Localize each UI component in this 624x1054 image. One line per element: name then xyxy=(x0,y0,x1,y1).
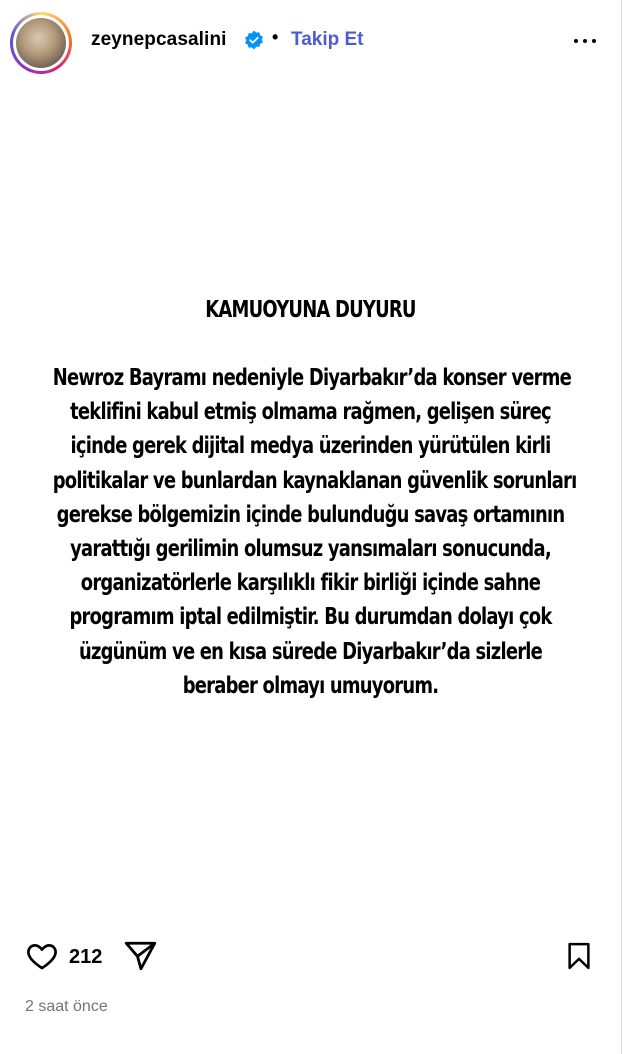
announcement-line: beraber olmayı umuyorum. xyxy=(182,672,439,699)
announcement-line: yarattığı gerilimin olumsuz yansımaları sonucunda, xyxy=(70,536,551,563)
username-link[interactable]: zeynepcasalini xyxy=(91,29,227,50)
announcement-line: organizatörlerle karşılıklı fikir birliği içinde sahne xyxy=(80,570,541,597)
share-icon[interactable] xyxy=(122,938,159,974)
avatar[interactable] xyxy=(16,18,66,68)
avatar-frame xyxy=(13,15,69,71)
verified-badge-icon xyxy=(244,30,264,50)
announcement-line: üzgünüm ve en kısa sürede Diyarbakır’da sizlerle xyxy=(78,638,543,665)
follow-button[interactable]: Takip Et xyxy=(291,29,364,50)
announcement-line: Newroz Bayramı nedeniyle Diyarbakır’da konser verme xyxy=(52,365,572,391)
announcement-line: teklifini kabul etmiş olmama rağmen, gelişen süreç xyxy=(70,399,551,426)
story-ring[interactable] xyxy=(10,12,72,74)
post-image xyxy=(0,82,621,922)
announcement-line: gerekse bölgemizin içinde bulunduğu savaş ortamının xyxy=(56,501,565,528)
post-timestamp[interactable]: 2 saat önce xyxy=(25,998,108,1015)
announcement-line: programım iptal edilmiştir. Bu durumdan dolayı çok xyxy=(69,604,552,631)
heart-icon[interactable] xyxy=(24,939,60,973)
post-header xyxy=(0,0,621,82)
more-options-icon[interactable] xyxy=(570,28,600,54)
bookmark-icon[interactable] xyxy=(564,939,594,973)
separator-dot: • xyxy=(272,27,279,47)
announcement-title: KAMUOYUNA DUYURU xyxy=(205,297,416,323)
like-count[interactable]: 212 xyxy=(69,946,103,968)
announcement-body xyxy=(52,361,577,703)
announcement-line: içinde gerek dijital medya üzerinden yürütülen kirli xyxy=(70,433,551,460)
announcement-line: politikalar ve bunlardan kaynaklanan güvenlik sorunları xyxy=(52,467,577,494)
